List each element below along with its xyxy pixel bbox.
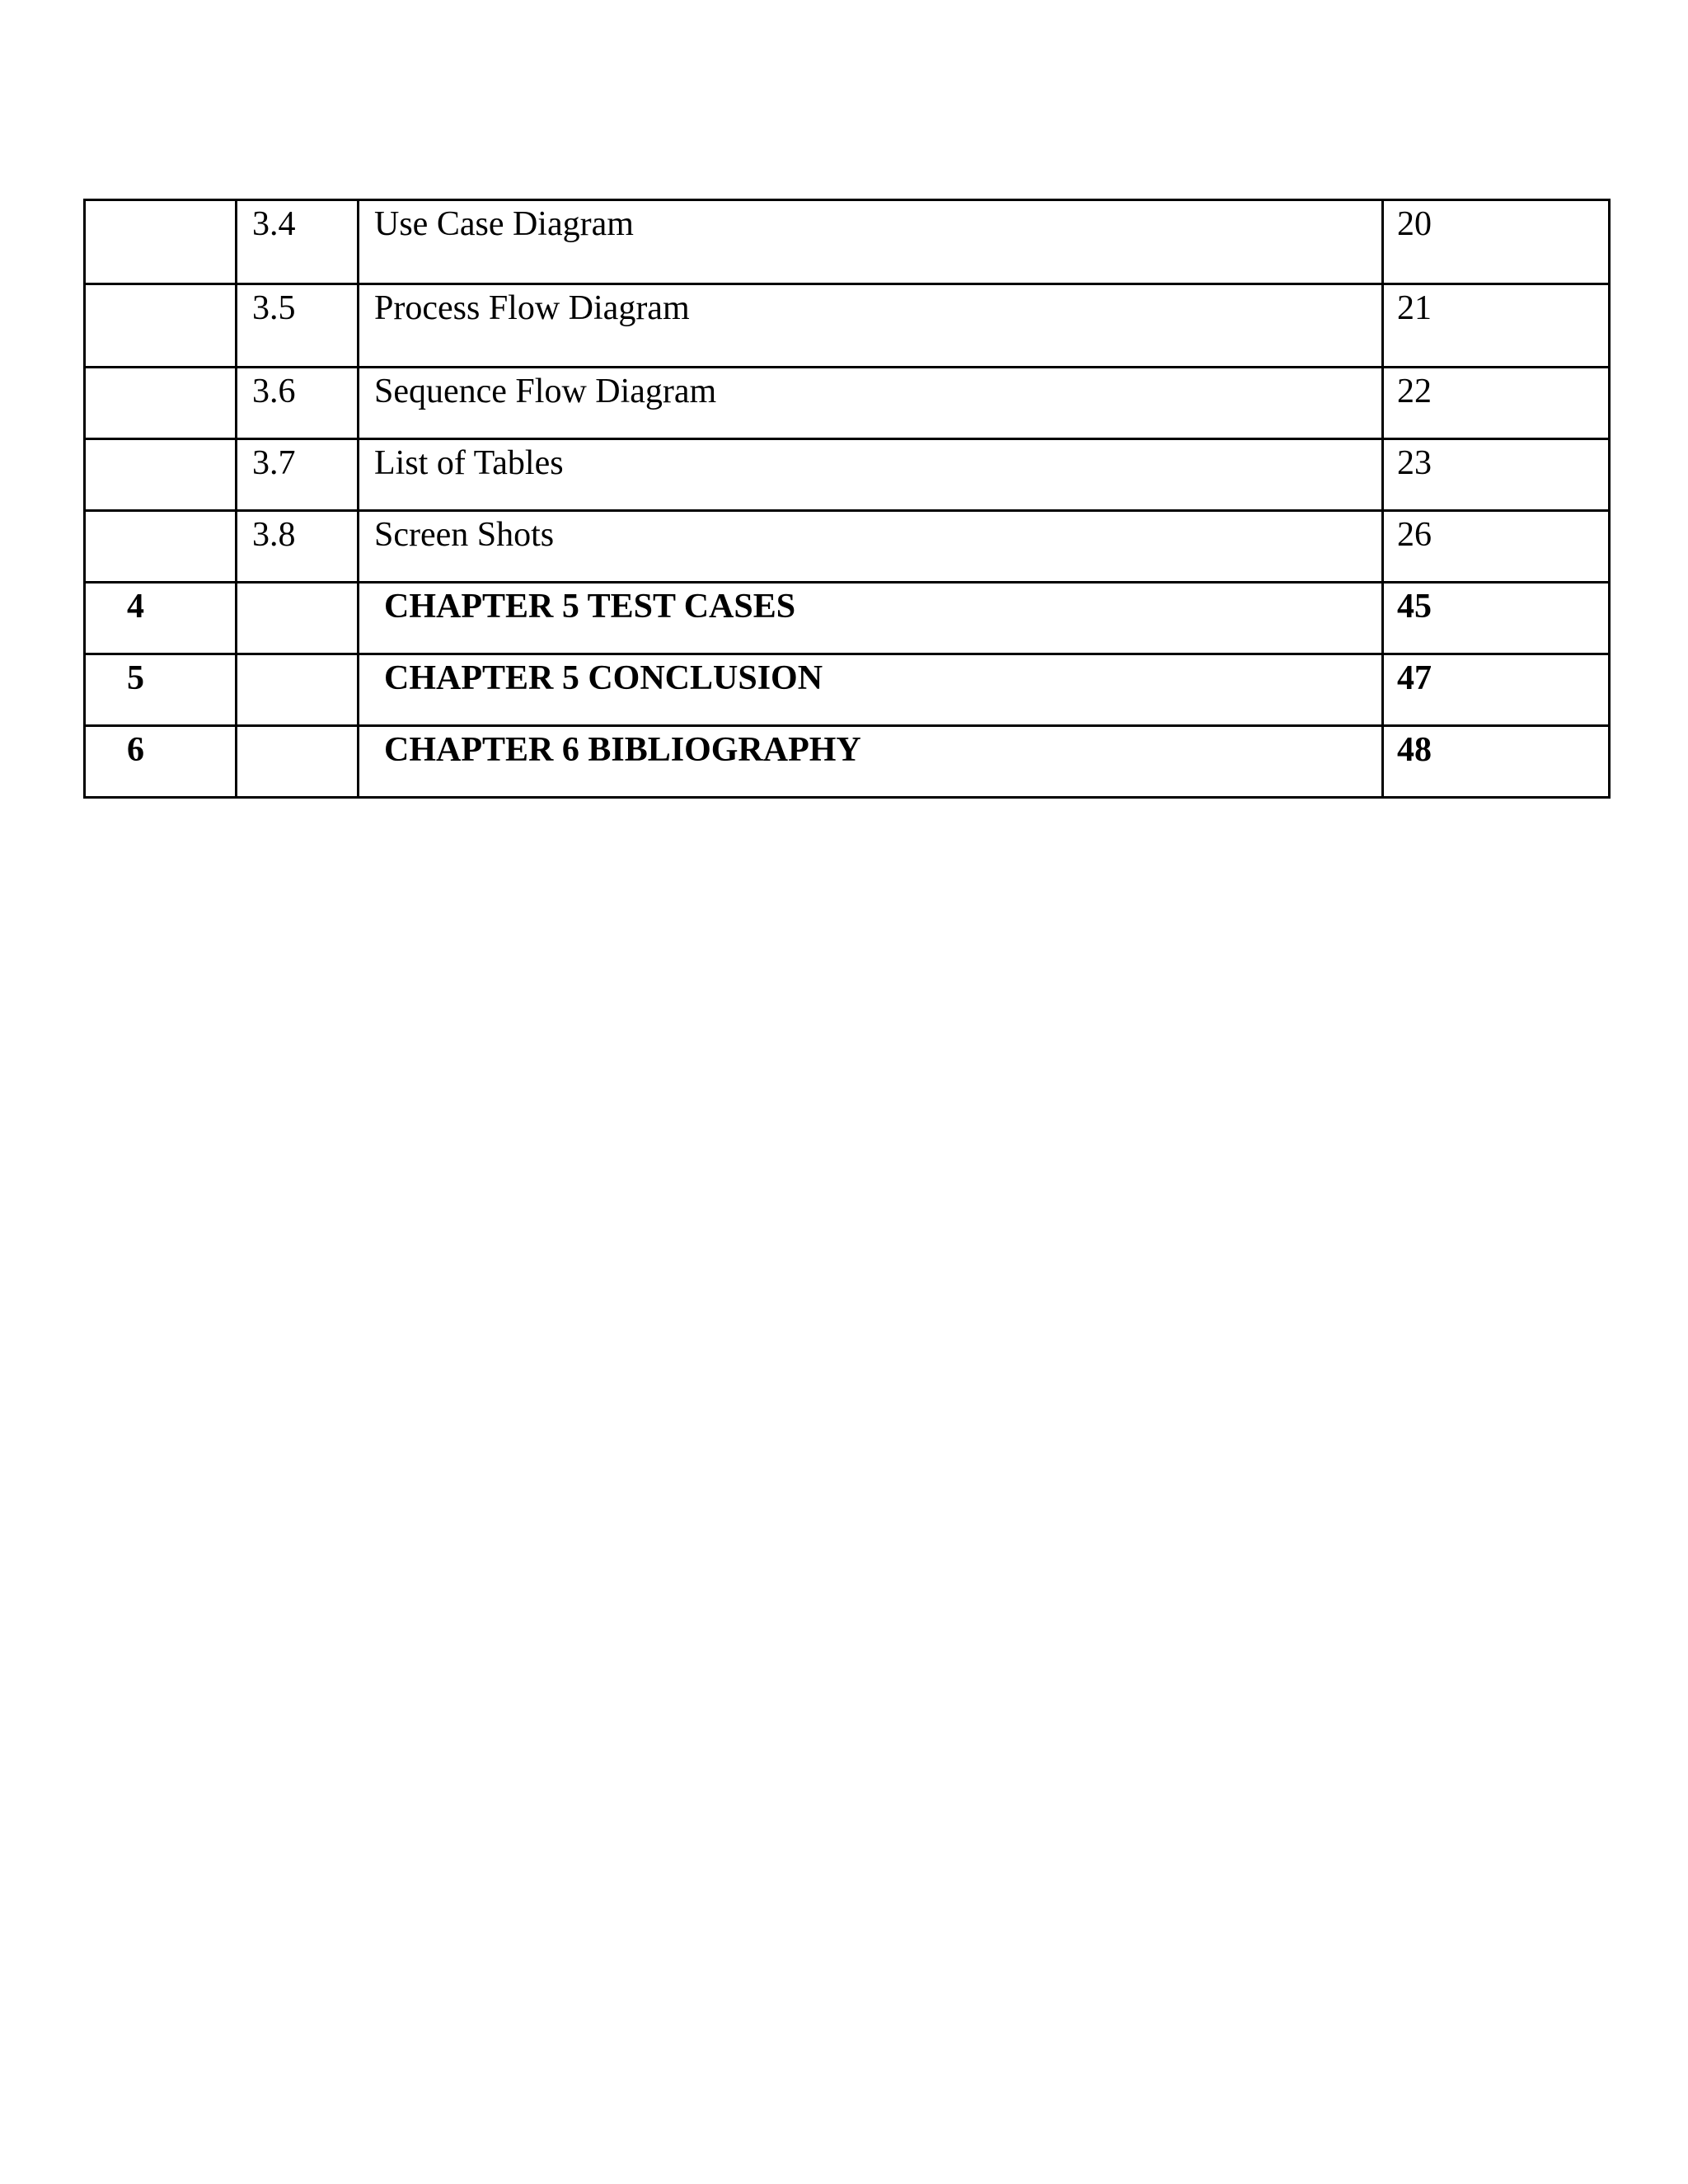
toc-page-cell [1383,511,1610,583]
toc-page-cell [1383,200,1610,284]
toc-page-cell [1383,654,1610,726]
toc-page-number: 21 [1397,289,1432,327]
toc-chapter-number [86,201,235,204]
toc-chapter-cell [85,200,237,284]
toc-chapter-cell [85,583,237,654]
toc-page-number: 26 [1397,516,1432,554]
toc-title-cell [359,200,1383,284]
toc-row [85,583,1610,654]
toc-chapter-number [86,285,235,288]
toc-row [85,439,1610,511]
toc-title-cell [359,368,1383,439]
toc-section-number: 3.5 [252,289,296,327]
toc-row [85,654,1610,726]
toc-title: CHAPTER 6 BIBLIOGRAPHY [384,731,861,769]
toc-title-cell [359,583,1383,654]
toc-page-number: 22 [1397,373,1432,410]
toc-page-cell [1383,439,1610,511]
toc-row [85,200,1610,284]
toc-page-cell [1383,583,1610,654]
toc-title: Screen Shots [374,516,555,554]
toc-section-cell [237,654,359,726]
toc-chapter-number [86,512,235,515]
toc-section-cell [237,439,359,511]
toc-title: Use Case Diagram [374,205,634,243]
toc-page-cell [1383,726,1610,798]
toc-title-cell [359,284,1383,368]
toc-chapter-cell [85,284,237,368]
toc-page-number: 48 [1397,731,1432,769]
toc-title-cell [359,439,1383,511]
toc-section-number: 3.4 [252,205,296,243]
toc-section-cell [237,583,359,654]
toc-section-cell [237,284,359,368]
toc-section-cell [237,368,359,439]
toc-title: Sequence Flow Diagram [374,373,717,410]
toc-row [85,284,1610,368]
toc-chapter-cell [85,726,237,798]
toc-title: Process Flow Diagram [374,289,690,327]
toc-section-number: 3.7 [252,444,296,482]
toc-chapter-cell [85,654,237,726]
toc-section-cell [237,726,359,798]
toc-section-cell [237,200,359,284]
toc-title: CHAPTER 5 CONCLUSION [384,659,823,697]
toc-page-cell [1383,284,1610,368]
toc-chapter-number: 5 [127,659,144,697]
toc-chapter-number [86,368,235,372]
toc-chapter-cell [85,439,237,511]
toc-row [85,726,1610,798]
toc-chapter-number: 4 [127,588,144,626]
toc-chapter-cell [85,511,237,583]
toc-section-number [237,727,357,730]
toc-chapter-number [86,440,235,443]
toc-section-number [237,655,357,658]
toc-page-number: 20 [1397,205,1432,243]
toc-chapter-cell [85,368,237,439]
toc-section-number [237,583,357,587]
toc-chapter-number: 6 [127,731,144,769]
toc-page-number: 45 [1397,588,1432,626]
toc-title: CHAPTER 5 TEST CASES [384,588,796,626]
toc-section-number: 3.6 [252,373,296,410]
toc-title-cell [359,726,1383,798]
toc-page-number: 47 [1397,659,1432,697]
toc-title-cell [359,654,1383,726]
toc-section-cell [237,511,359,583]
table-of-contents [83,199,1611,799]
toc-page-cell [1383,368,1610,439]
toc-row [85,368,1610,439]
toc-row [85,511,1610,583]
toc-title: List of Tables [374,444,564,482]
toc-page-number: 23 [1397,444,1432,482]
toc-title-cell [359,511,1383,583]
toc-section-number: 3.8 [252,516,296,554]
